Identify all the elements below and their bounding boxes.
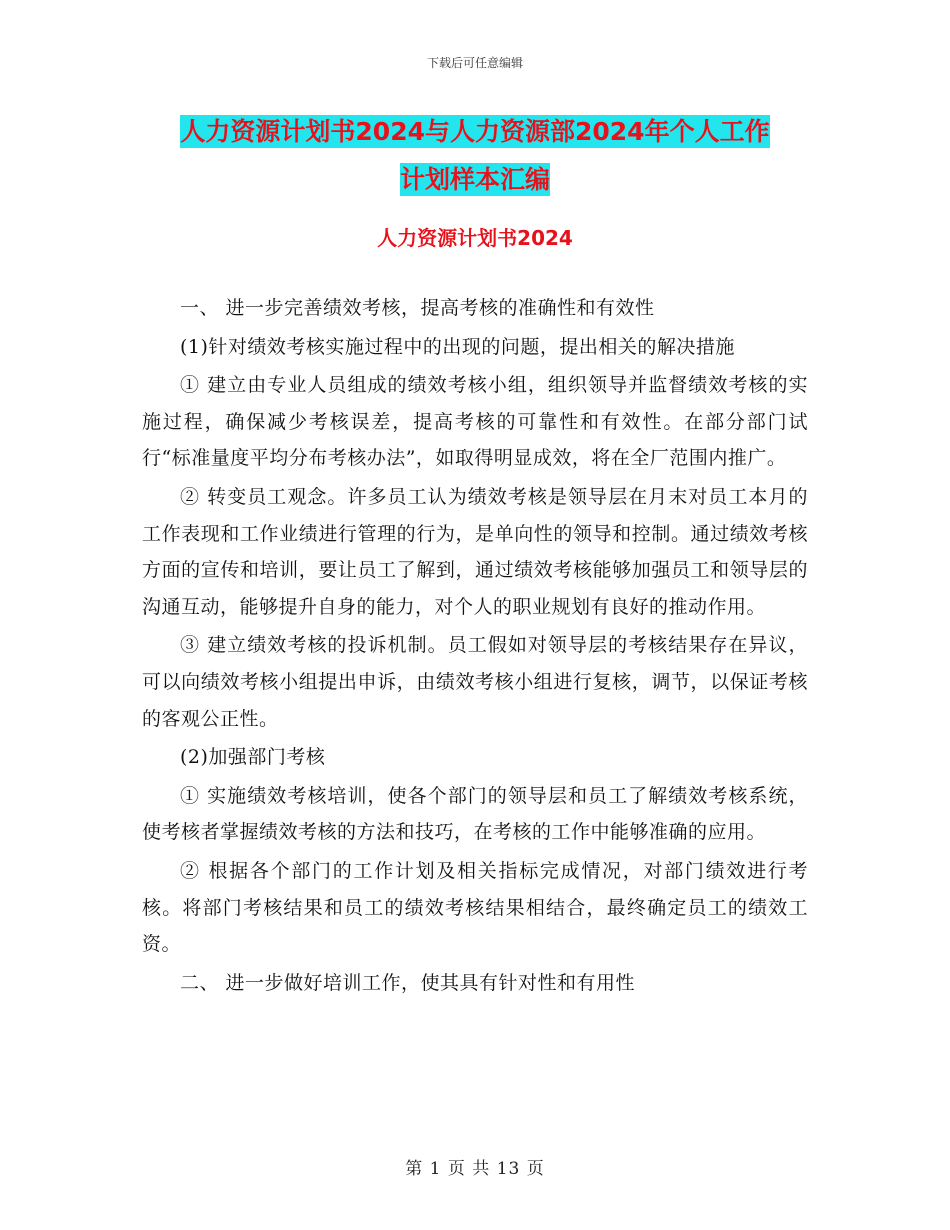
document-body <box>142 290 808 1001</box>
paragraph-item: ② 转变员工观念。许多员工认为绩效考核是领导层在月末对员工本月的工作表现和工作业绩进行管理的行为，是单向性的领导和控制。通过绩效考核方面的宣传和培训，要让员工了解到，通过绩效考核能够加强员工和领导层的沟通互动，能够提升自身的能力，对个人的职业规划有良好的推动作用。 <box>142 485 808 618</box>
section-title: 人力资源计划书2024 <box>377 226 573 250</box>
page-number: 第 1 页 共 13 页 <box>405 1159 545 1179</box>
paragraph-item: ① 建立由专业人员组成的绩效考核小组，组织领导并监督绩效考核的实施过程，确保减少考核误差，提高考核的可靠性和有效性。在部分部门试行“标准量度平均分布考核办法”，如取得明显成效，将在全厂范围内推广。 <box>142 374 808 470</box>
document-title <box>140 108 810 204</box>
paragraph-item: ③ 建立绩效考核的投诉机制。员工假如对领导层的考核结果存在异议，可以向绩效考核小组提出申诉，由绩效考核小组进行复核，调节，以保证考核的客观公正性。 <box>142 634 808 730</box>
paragraph-subheading-1: (1)针对绩效考核实施过程中的出现的问题，提出相关的解决措施 <box>180 335 735 358</box>
document-title-line-1: 人力资源计划书2024与人力资源部2024年个人工作 <box>180 117 770 146</box>
paragraph-item: ② 根据各个部门的工作计划及相关指标完成情况，对部门绩效进行考核。将部门考核结果和员工的绩效考核结果相结合，最终确定员工的绩效工资。 <box>142 859 808 956</box>
paragraph-heading-1: 一、 进一步完善绩效考核，提高考核的准确性和有效性 <box>180 297 655 319</box>
paragraph-subheading-2: (2)加强部门考核 <box>180 746 326 769</box>
paragraph-heading-2: 二、 进一步做好培训工作，使其具有针对性和有用性 <box>180 971 636 994</box>
document-title-line-2: 计划样本汇编 <box>399 165 550 194</box>
paragraph-item: ① 实施绩效考核培训，使各个部门的领导层和员工了解绩效考核系统，使考核者掌握绩效考核的方法和技巧，在考核的工作中能够准确的应用。 <box>142 784 808 844</box>
header-note: 下载后可任意编辑 <box>426 56 523 70</box>
